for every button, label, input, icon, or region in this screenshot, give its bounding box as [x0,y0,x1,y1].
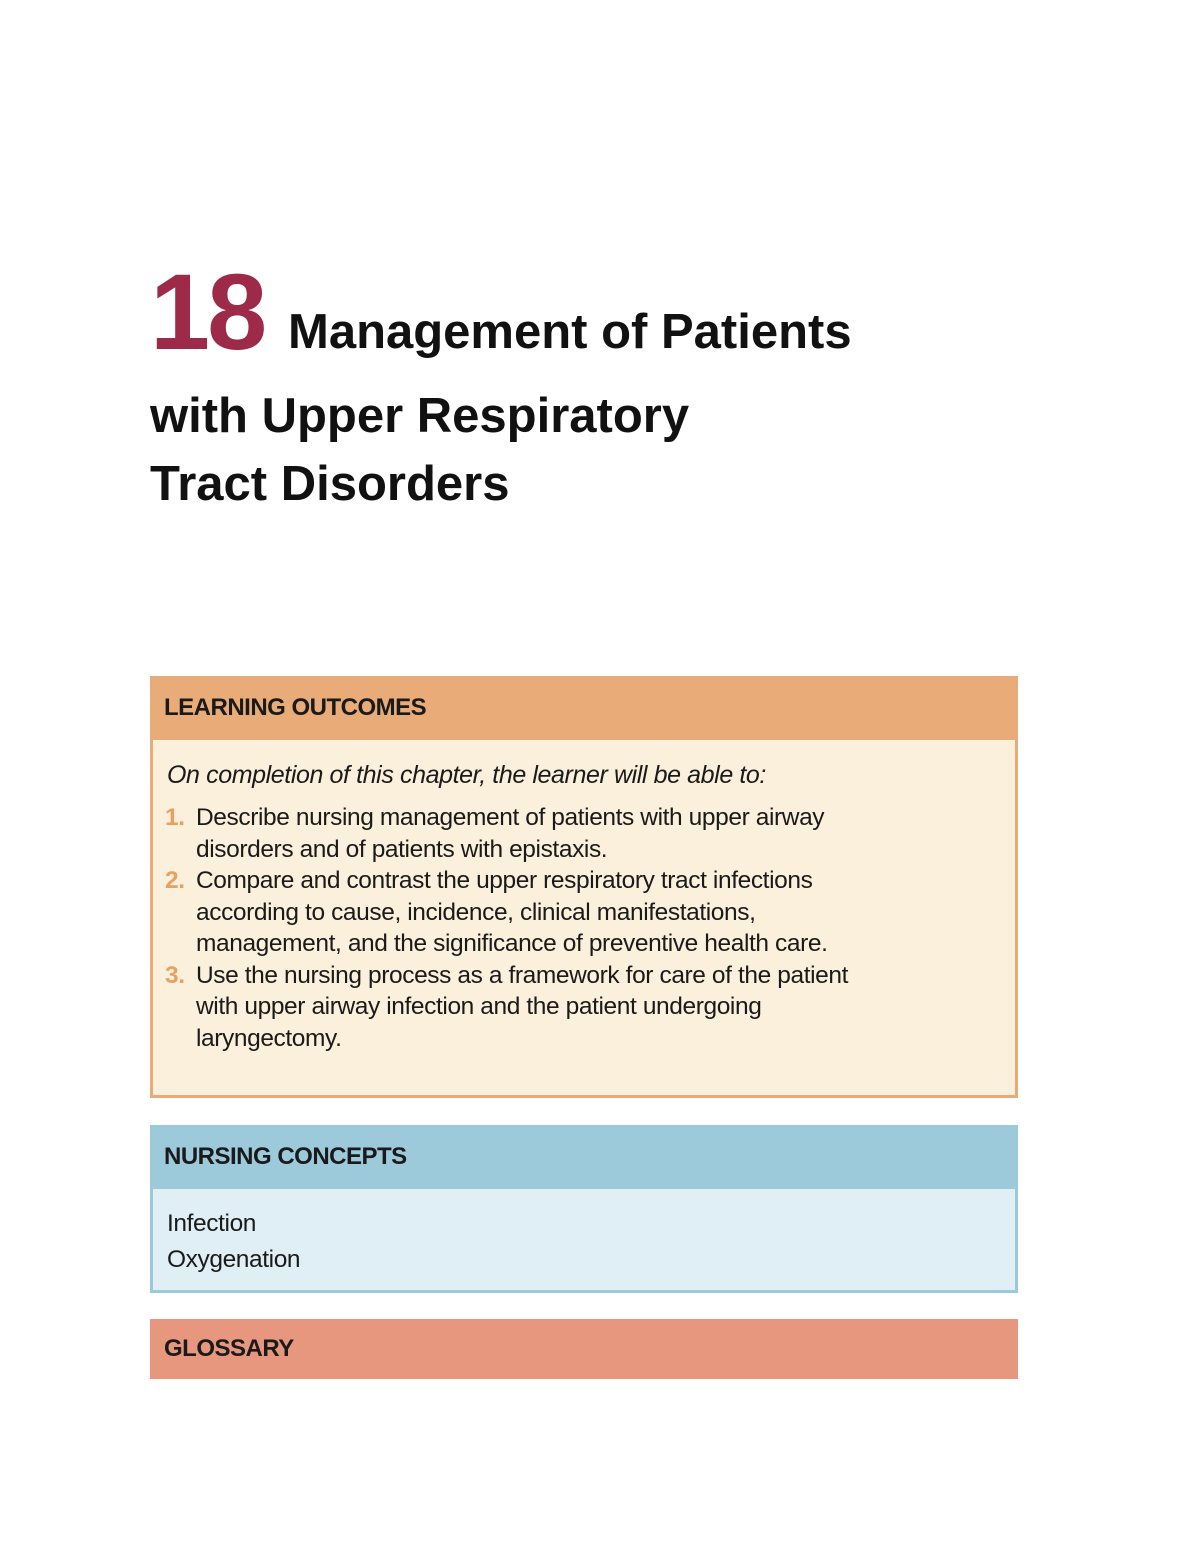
nursing-concepts-box [150,1125,1018,1293]
learning-outcome-item [167,960,1015,1055]
learning-outcome-number: 3. [165,961,185,989]
learning-outcomes-intro: On completion of this chapter, the learner will be able to: [167,761,766,789]
chapter-title-first-row [150,251,1050,372]
learning-outcome-line: management, and the significance of preventive health care. [196,930,828,957]
learning-outcome-line: Describe nursing management of patients with upper airway [196,804,825,831]
chapter-title-line-2: with Upper Respiratory [150,389,690,443]
nursing-concept-item: Oxygenation [167,1246,301,1273]
nursing-concepts-body [153,1189,1015,1278]
chapter-number: 18 [150,251,265,372]
chapter-title-line-1: Management of Patients [288,305,852,359]
learning-outcome-item [167,865,1015,960]
learning-outcome-line: Use the nursing process as a framework for care of the patient [196,961,849,989]
learning-outcomes-body [153,740,1015,1054]
nursing-concept-item: Infection [167,1210,257,1237]
chapter-title-line-3: Tract Disorders [150,457,510,511]
learning-outcome-item [167,802,1015,865]
learning-outcomes-box [150,676,1018,1098]
learning-outcome-number: 2. [165,867,185,894]
glossary-heading: GLOSSARY [164,1335,294,1362]
glossary-box [150,1319,1018,1379]
learning-outcome-line: disorders and of patients with epistaxis. [196,835,608,863]
learning-outcome-number: 1. [165,804,185,831]
nursing-concepts-heading: NURSING CONCEPTS [150,1125,1018,1189]
learning-outcomes-list [167,802,1015,1054]
chapter-heading [150,251,1050,518]
learning-outcome-line: with upper airway infection and the patient undergoing [196,993,762,1020]
learning-outcome-line: laryngectomy. [196,1024,342,1052]
learning-outcome-line: Compare and contrast the upper respiratory tract infections [196,867,813,894]
learning-outcomes-heading: LEARNING OUTCOMES [150,676,1018,740]
learning-outcome-line: according to cause, incidence, clinical manifestations, [196,898,756,926]
chapter-title-continued [150,382,1050,518]
